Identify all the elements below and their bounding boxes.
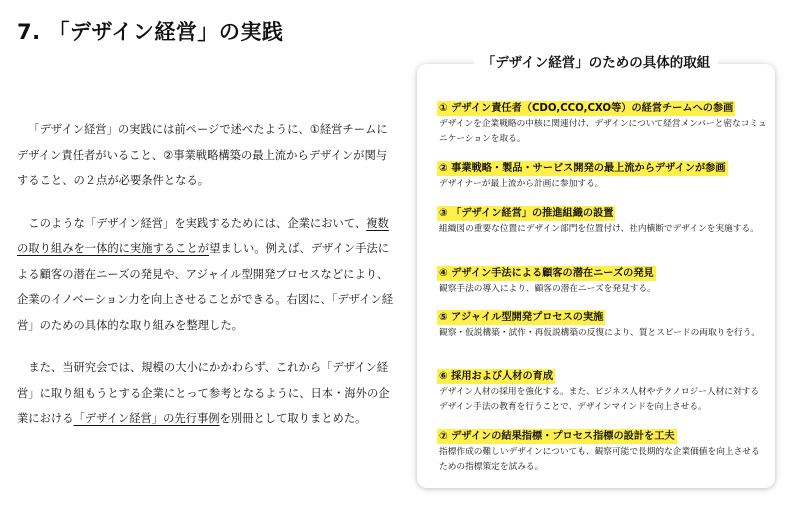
panel-title-wrap xyxy=(417,52,775,74)
initiative-item-2 xyxy=(437,156,767,192)
initiative-desc-2: デザイナーが最上流から計画に参加する。 xyxy=(439,179,604,189)
initiative-item-5 xyxy=(437,305,767,341)
initiative-heading-7: ⑦ デザインの結果指標・プロセス指標の設計を工夫 xyxy=(439,431,675,442)
paragraph-2 xyxy=(17,211,395,339)
initiative-heading-2: ② 事業戦略・製品・サービス開発の最上流からデザインが参画 xyxy=(439,163,726,174)
paragraph-2-text-b: 望ましい。例えば、デザイン手法による顧客の潜在ニーズの発見や、アジャイル型開発プロセスなどにより、企業のイノベーション力を向上させることができる。右図に、「デザイン経営」のための具体的な取り組みを整理した。 xyxy=(17,242,394,332)
initiative-item-6 xyxy=(437,364,767,414)
paragraph-3 xyxy=(17,355,395,432)
initiative-desc-7: 指標作成の難しいデザインについても、観察可能で長期的な企業価値を向上させるための指標策定を試みる。 xyxy=(439,447,760,472)
initiative-heading-5: ⑤ アジャイル型開発プロセスの実施 xyxy=(439,312,604,323)
initiative-item-1 xyxy=(437,96,767,146)
page-title: 7. 「デザイン経営」の実践 xyxy=(17,20,284,44)
initiative-desc-5: 観察・仮説構築・試作・再仮説構築の反復により、質とスピードの両取りを行う。 xyxy=(439,328,761,338)
initiative-desc-4: 観察手法の導入により、顧客の潜在ニーズを発見する。 xyxy=(439,284,656,294)
body-text xyxy=(17,117,395,449)
paragraph-3-text-a: また、当研究会では、規模の大小にかかわらず、これから「デザイン経営」に取り組もうとする企業にとって参考となるように、日本・海外の企業における xyxy=(17,361,390,425)
initiative-heading-6: ⑥ 採用および人材の育成 xyxy=(439,371,554,382)
initiative-item-4 xyxy=(437,261,767,297)
initiative-item-7 xyxy=(437,424,767,474)
paragraph-2-underline: 複数の取り組みを一体的に実施することが xyxy=(17,216,389,255)
paragraph-2-text-a: このような「デザイン経営」を実践するためには、企業において、 xyxy=(28,216,367,230)
paragraph-3-text-b: を別冊として取りまとめた。 xyxy=(219,412,367,425)
paragraph-1: 「デザイン経営」の実践には前ページで述べたように、①経営チームにデザイン責任者がいること、②事業戦略構築の最上流からデザインが関与すること、の２点が必要条件となる。 xyxy=(17,123,388,187)
initiative-desc-1: デザインを企業戦略の中核に関連付け、デザインについて経営メンバーと密なコミュニケーションを取る。 xyxy=(439,119,767,144)
initiative-heading-4: ④ デザイン手法による顧客の潜在ニーズの発見 xyxy=(439,268,654,279)
initiative-desc-3: 組織図の重要な位置にデザイン部門を位置付け、社内横断でデザインを実施する。 xyxy=(439,224,759,234)
panel-title: 「デザイン経営」のための具体的取組 xyxy=(474,52,719,74)
initiatives-panel xyxy=(417,55,775,488)
initiative-item-3 xyxy=(437,201,767,237)
initiative-heading-1: ① デザイン責任者（CDO,CCO,CXO等）の経営チームへの参画 xyxy=(439,103,734,114)
initiative-heading-3: ③ 「デザイン経営」の推進組織の設置 xyxy=(439,208,614,219)
paragraph-3-underline: 「デザイン経営」の先行事例 xyxy=(73,412,220,425)
initiative-desc-6: デザイン人材の採用を強化する。また、ビジネス人材やテクノロジー人材に対するデザイン手法の教育を行うことで、デザインマインドを向上させる。 xyxy=(439,387,760,412)
